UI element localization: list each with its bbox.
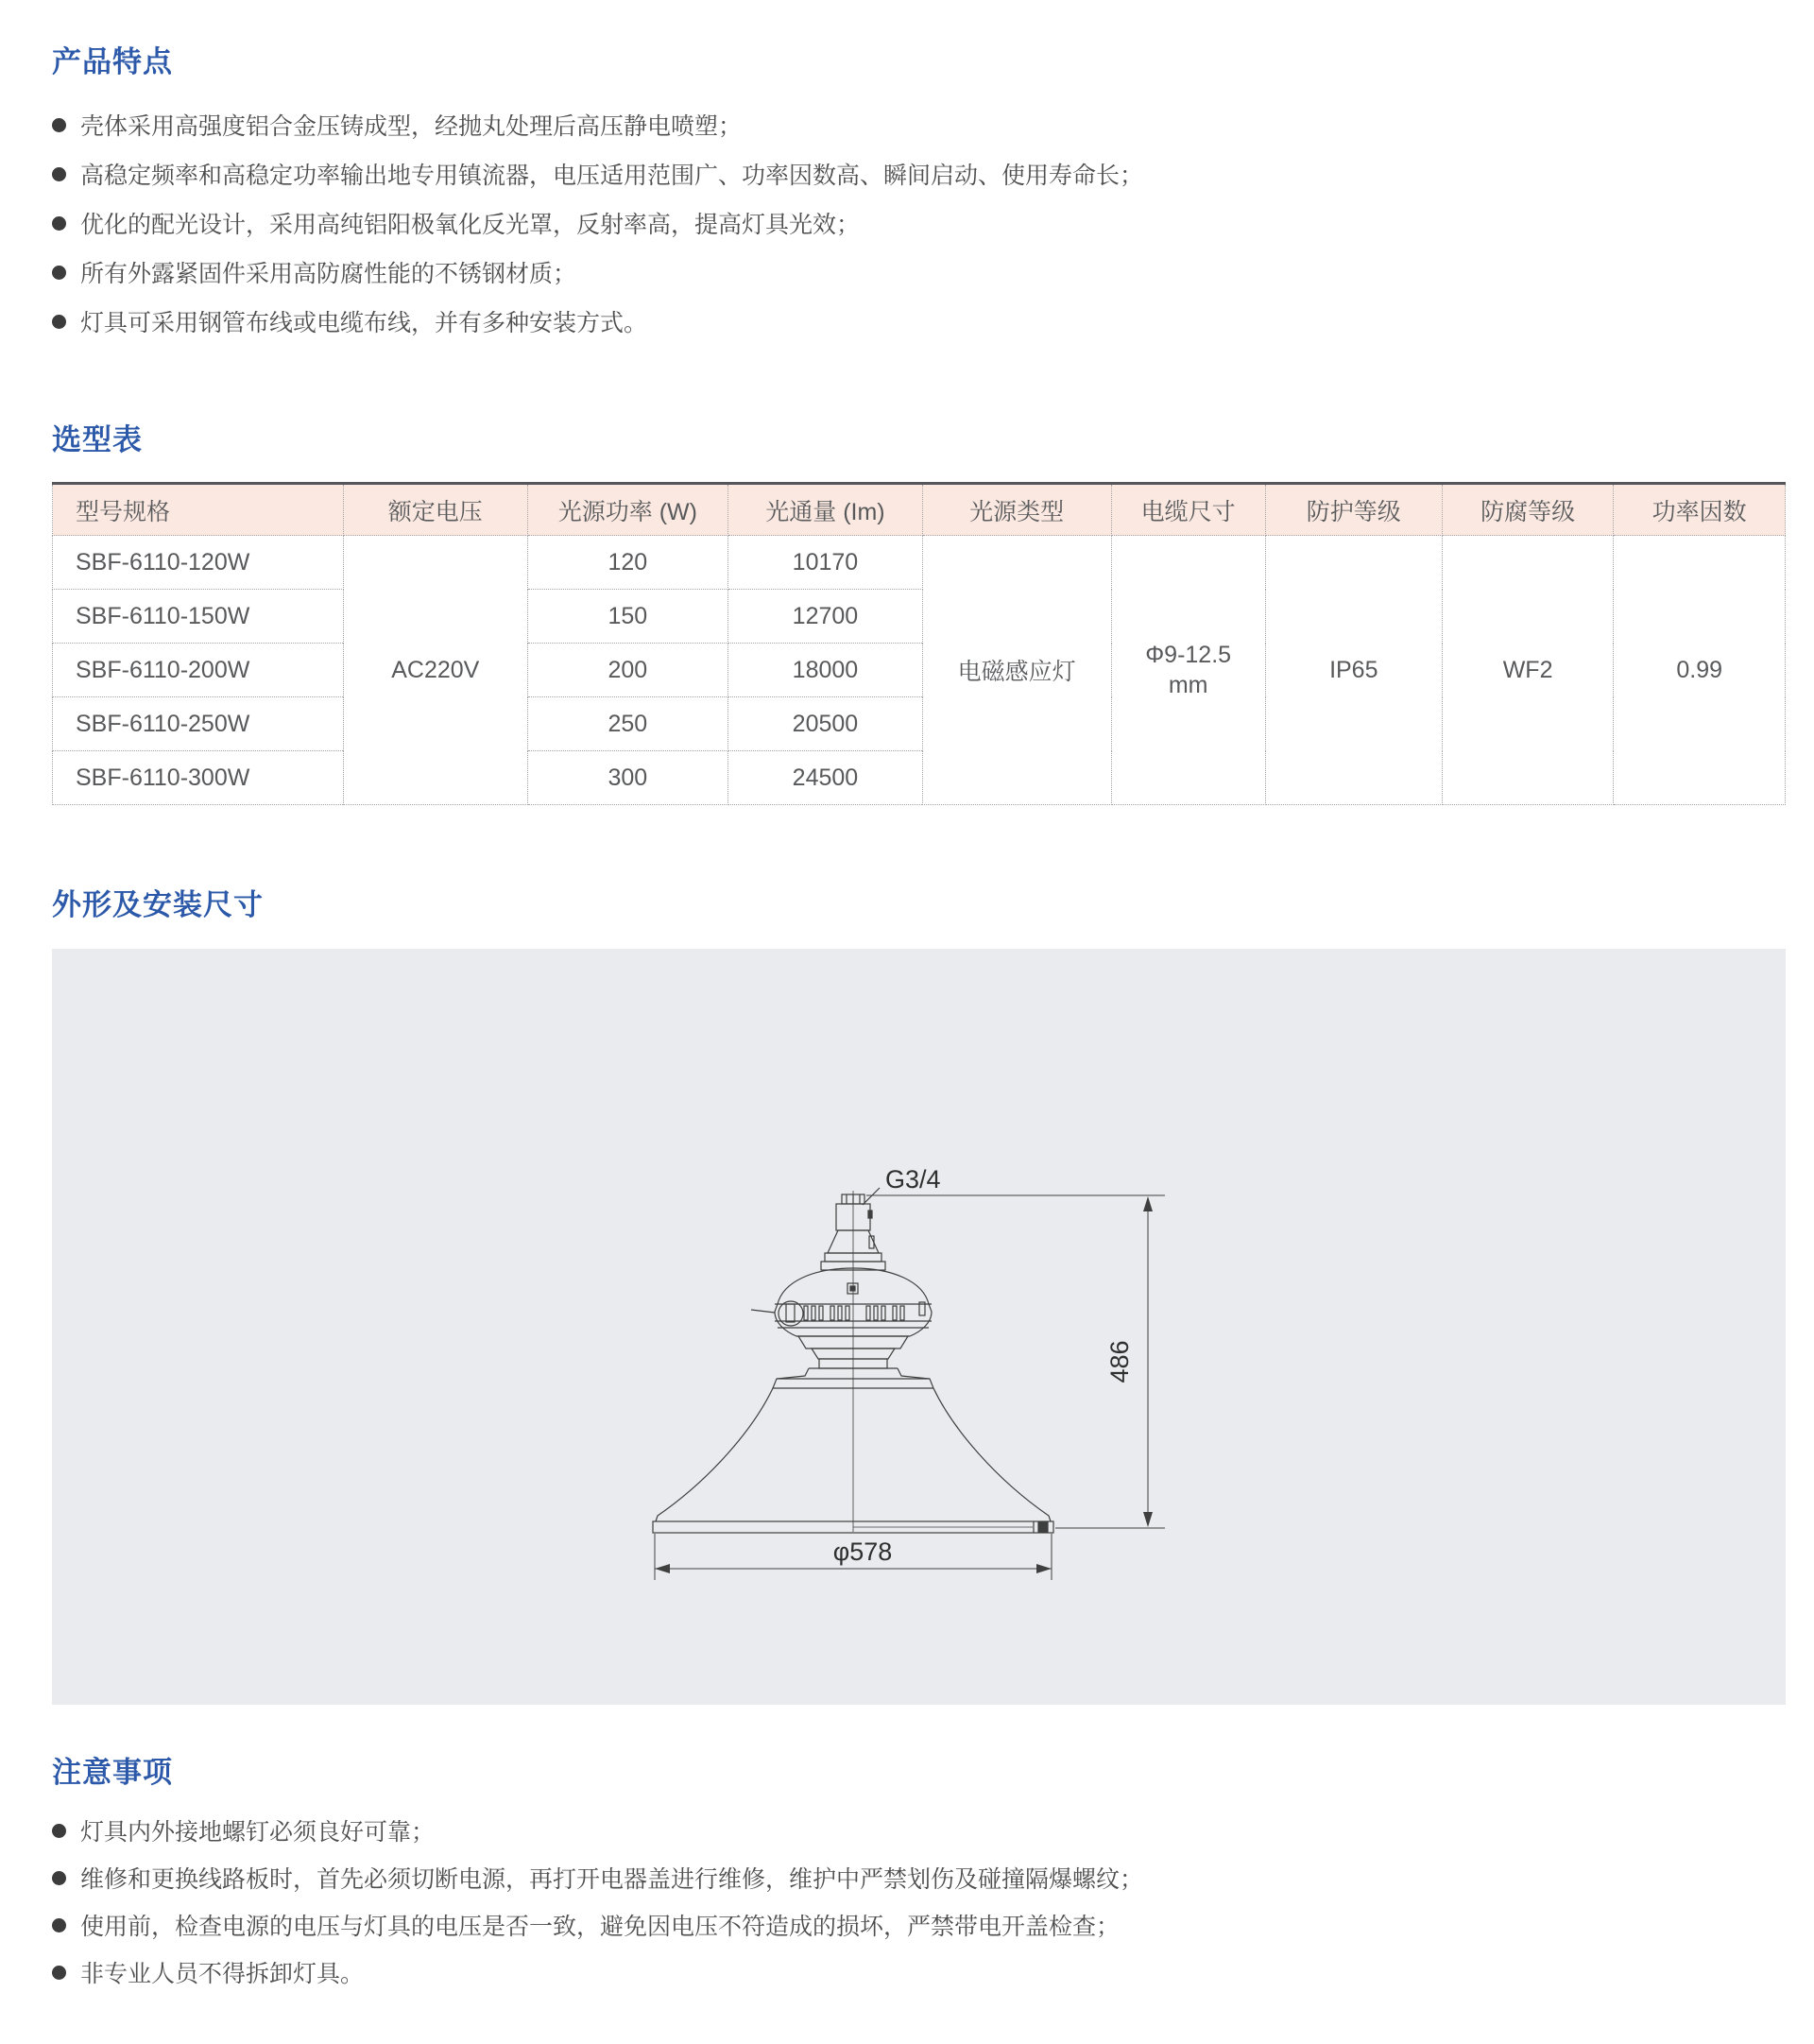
cell-ip-rating: IP65 [1265,536,1442,805]
bullet-icon [52,167,66,181]
list-item [52,249,1786,299]
note-text: 灯具内外接地螺钉必须良好可靠； [80,1819,436,1846]
feature-text: 壳体采用高强度铝合金压铸成型，经抛丸处理后高压静电喷塑； [80,113,743,140]
list-item [52,1856,1786,1903]
note-text: 非专业人员不得拆卸灯具。 [80,1961,365,1987]
cell-flux: 24500 [728,751,922,805]
thread-label-group [863,1165,941,1205]
cell-power: 300 [527,751,728,805]
dimensions-title: 外形及安装尺寸 [52,888,264,921]
table-header-row [53,484,1786,536]
section-selection-table [52,423,1786,805]
feature-text: 高稳定频率和高稳定功率输出地专用镇流器，电压适用范围广、功率因数高、瞬间启动、使用寿命长； [80,163,1144,189]
section-dimensions [52,888,1786,1705]
cell-model: SBF-6110-300W [53,751,344,805]
features-list [52,102,1786,348]
table-row [53,536,1786,590]
section-notes [52,1756,1786,1998]
header-power-factor: 功率因数 [1614,484,1786,536]
dimension-578 [655,1534,1052,1580]
cell-source-type: 电磁感应灯 [922,536,1111,805]
cell-model: SBF-6110-150W [53,590,344,644]
ballast-housing [751,1268,932,1336]
cell-flux: 12700 [728,590,922,644]
cell-flux: 20500 [728,697,922,751]
thread-nipple [836,1194,872,1230]
lamp-technical-drawing [551,1162,1222,1606]
cell-power-factor: 0.99 [1614,536,1786,805]
bullet-icon [52,1871,66,1885]
feature-text: 优化的配光设计，采用高纯铝阳极氧化反光罩，反射率高，提高灯具光效； [80,212,861,238]
cell-power: 250 [527,697,728,751]
cell-corrosion-rating: WF2 [1442,536,1614,805]
bullet-icon [52,1918,66,1932]
features-title: 产品特点 [52,45,173,78]
bullet-icon [52,266,66,280]
diameter-dimension-label: φ578 [832,1537,893,1566]
header-cable-size: 电缆尺寸 [1111,484,1265,536]
bullet-icon [52,118,66,132]
selection-table [52,482,1786,805]
cell-model: SBF-6110-250W [53,697,344,751]
selection-title: 选型表 [52,423,143,456]
header-ip-rating: 防护等级 [1265,484,1442,536]
list-item [52,200,1786,249]
dimension-486 [866,1195,1165,1528]
feature-text: 所有外露紧固件采用高防腐性能的不锈钢材质； [80,261,577,287]
notes-list [52,1809,1786,1998]
section-features [52,45,1786,348]
height-dimension-label: 486 [1105,1340,1134,1383]
cell-flux: 18000 [728,644,922,697]
header-model: 型号规格 [53,484,344,536]
cell-power: 120 [527,536,728,590]
header-source-type: 光源类型 [922,484,1111,536]
bullet-icon [52,315,66,329]
dimension-drawing-box [52,949,1786,1705]
thread-size-label: G3/4 [885,1165,941,1194]
notes-title: 注意事项 [52,1756,173,1789]
cell-model: SBF-6110-120W [53,536,344,590]
cell-cable-size [1111,536,1265,805]
cable-size-text: Φ9-12.5 mm [1145,642,1232,698]
list-item [52,102,1786,151]
cell-power: 150 [527,590,728,644]
header-corrosion-rating: 防腐等级 [1442,484,1614,536]
cell-flux: 10170 [728,536,922,590]
bullet-icon [52,1824,66,1838]
list-item [52,299,1786,348]
list-item [52,1950,1786,1998]
header-power: 光源功率 (W) [527,484,728,536]
list-item [52,151,1786,200]
bullet-icon [52,216,66,231]
cell-model: SBF-6110-200W [53,644,344,697]
header-flux: 光通量 (Im) [728,484,922,536]
feature-text: 灯具可采用钢管布线或电缆布线，并有多种安装方式。 [80,310,648,336]
cooling-fins [804,1306,904,1320]
note-text: 维修和更换线路板时，首先必须切断电源，再打开电器盖进行维修，维护中严禁划伤及碰撞隔爆螺纹； [80,1866,1144,1893]
list-item [52,1809,1786,1856]
note-text: 使用前，检查电源的电压与灯具的电压是否一致，避免因电压不符造成的损坏，严禁带电开盖检查； [80,1914,1121,1940]
cell-voltage: AC220V [344,536,527,805]
header-voltage: 额定电压 [344,484,527,536]
bullet-icon [52,1966,66,1980]
list-item [52,1903,1786,1950]
cell-power: 200 [527,644,728,697]
